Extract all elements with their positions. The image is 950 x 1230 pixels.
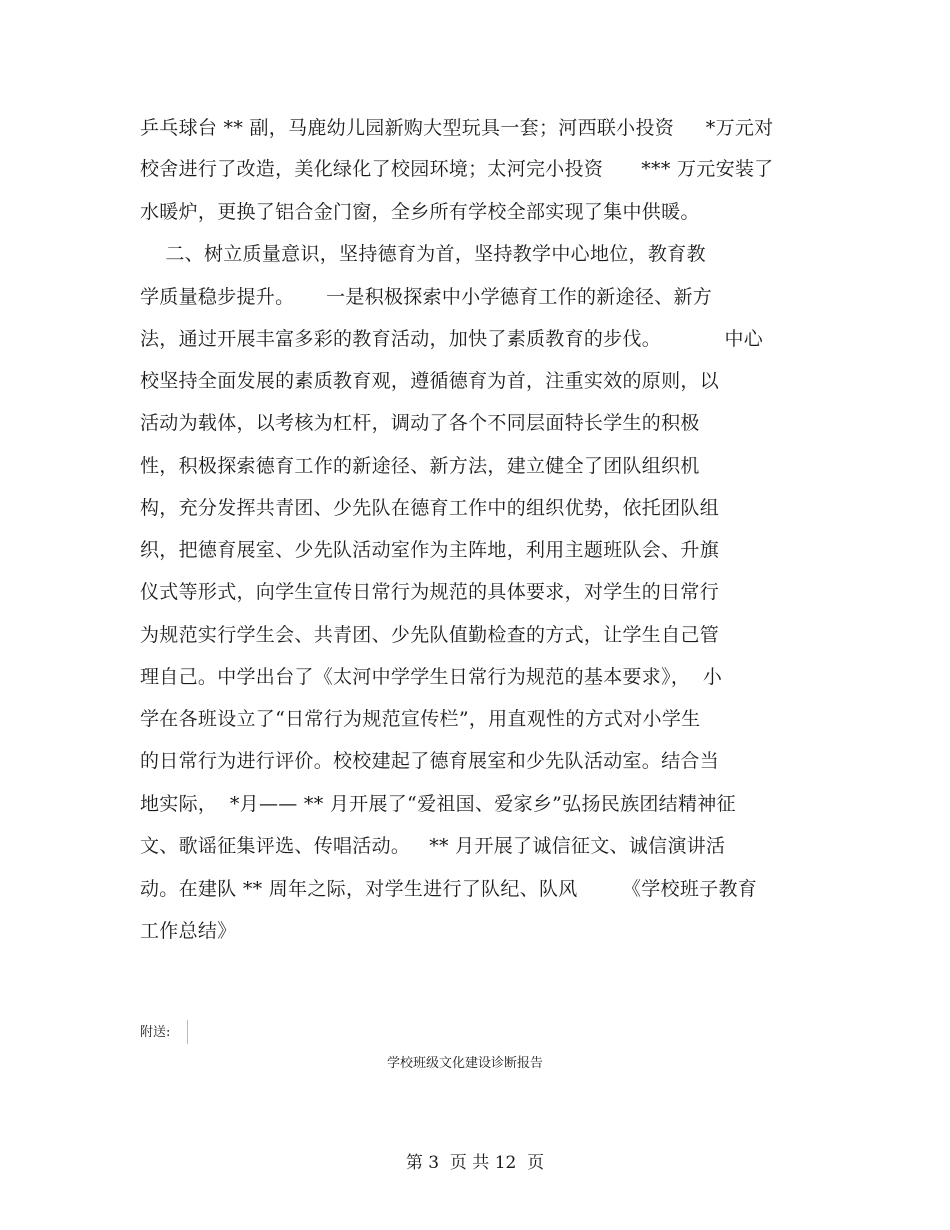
body-line: 学质量稳步提升。 一是积极探索中小学德育工作的新途径、新方 xyxy=(140,286,713,308)
body-line: 法，通过开展丰富多彩的教育活动，加快了素质教育的步伐。 中心 xyxy=(140,328,764,350)
body-line: 校坚持全面发展的素质教育观，遵循德育为首，注重实效的原则，以 xyxy=(140,370,720,392)
body-line: 学在各班设立了“日常行为规范宣传栏”，用直观性的方式对小学生 xyxy=(140,708,701,730)
body-line: 构，充分发挥共青团、少先队在德育工作中的组织优势，依托团队组 xyxy=(140,497,720,519)
body-line: 乒乓球台 ** 副，马鹿幼儿园新购大型玩具一套；河西联小投资 *万元对 xyxy=(140,117,774,139)
body-line: 工作总结》 xyxy=(140,920,237,942)
body-line: 文、歌谣征集评选、传唱活动。 ** 月开展了诚信征文、诚信演讲活 xyxy=(140,835,726,857)
page-number-footer: 第 3 页 共 12 页 xyxy=(405,1153,545,1173)
attachment-title: 学校班级文化建设诊断报告 xyxy=(386,1056,543,1071)
body-line: 水暖炉，更换了铝合金门窗，全乡所有学校全部实现了集中供暖。 xyxy=(140,201,700,223)
body-line: 二、树立质量意识，坚持德育为首，坚持教学中心地位，教育教 xyxy=(140,243,706,265)
body-line: 地实际， *月—— ** 月开展了“爱祖国、爱家乡”弘扬民族团结精神征 xyxy=(140,793,736,815)
body-line: 理自己。中学出台了《太河中学学生日常行为规范的基本要求》， 小 xyxy=(140,666,723,688)
body-line: 性，积极探索德育工作的新途径、新方法，建立健全了团队组织机 xyxy=(140,455,700,477)
body-line: 为规范实行学生会、共青团、少先队值勤检查的方式，让学生自己管 xyxy=(140,624,720,646)
body-line: 校舍进行了改造，美化绿化了校园环境；太河完小投资 *** 万元安装了 xyxy=(140,158,774,180)
body-line: 的日常行为进行评价。校校建起了德育展室和少先队活动室。结合当 xyxy=(140,750,720,772)
body-line: 仪式等形式，向学生宣传日常行为规范的具体要求，对学生的日常行 xyxy=(140,581,720,603)
body-line: 动。在建队 ** 周年之际，对学生进行了队纪、队风 《学校班子教育 xyxy=(140,878,758,900)
attachment-divider xyxy=(187,1020,188,1044)
body-line: 活动为载体，以考核为杠杆，调动了各个不同层面特长学生的积极 xyxy=(140,412,700,434)
attachment-label: 附送: xyxy=(140,1025,171,1040)
body-line: 织，把德育展室、少先队活动室作为主阵地，利用主题班队会、升旗 xyxy=(140,539,720,561)
